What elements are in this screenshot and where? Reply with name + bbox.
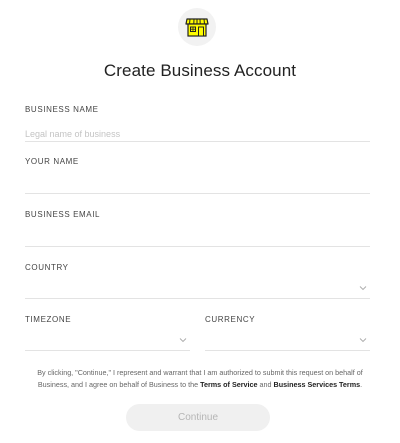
terms-of-service-link[interactable]: Terms of Service (200, 380, 258, 389)
terms-suffix: . (360, 380, 363, 389)
terms-text (24, 367, 376, 391)
your-name-label: YOUR NAME (25, 157, 79, 166)
business-name-input[interactable] (25, 126, 370, 142)
business-email-input[interactable] (25, 231, 370, 247)
storefront-icon (185, 16, 209, 38)
business-name-label: BUSINESS NAME (25, 105, 99, 114)
business-services-terms-link[interactable]: Business Services Terms (273, 380, 361, 389)
your-name-field[interactable] (25, 176, 370, 194)
chevron-down-icon[interactable] (359, 336, 367, 344)
business-email-field[interactable] (25, 229, 370, 247)
continue-button[interactable]: Continue (126, 404, 270, 431)
country-label: COUNTRY (25, 263, 69, 272)
business-name-field[interactable] (25, 124, 370, 142)
logo-badge (178, 8, 216, 46)
chevron-down-icon[interactable] (179, 336, 187, 344)
page-title: Create Business Account (103, 61, 297, 80)
terms-and: and (259, 380, 272, 389)
country-select[interactable] (25, 281, 370, 299)
business-email-label: BUSINESS EMAIL (25, 210, 101, 219)
chevron-down-icon[interactable] (359, 284, 367, 292)
timezone-label: TIMEZONE (25, 315, 72, 324)
your-name-input[interactable] (25, 178, 370, 194)
terms-prefix: By clicking, "Continue," I represent and warrant that I am authorized to submit this request on behalf of Business, and I agree on behalf of Business to the (37, 368, 363, 389)
timezone-select[interactable] (25, 333, 190, 351)
currency-label: CURRENCY (205, 315, 256, 324)
currency-select[interactable] (205, 333, 370, 351)
